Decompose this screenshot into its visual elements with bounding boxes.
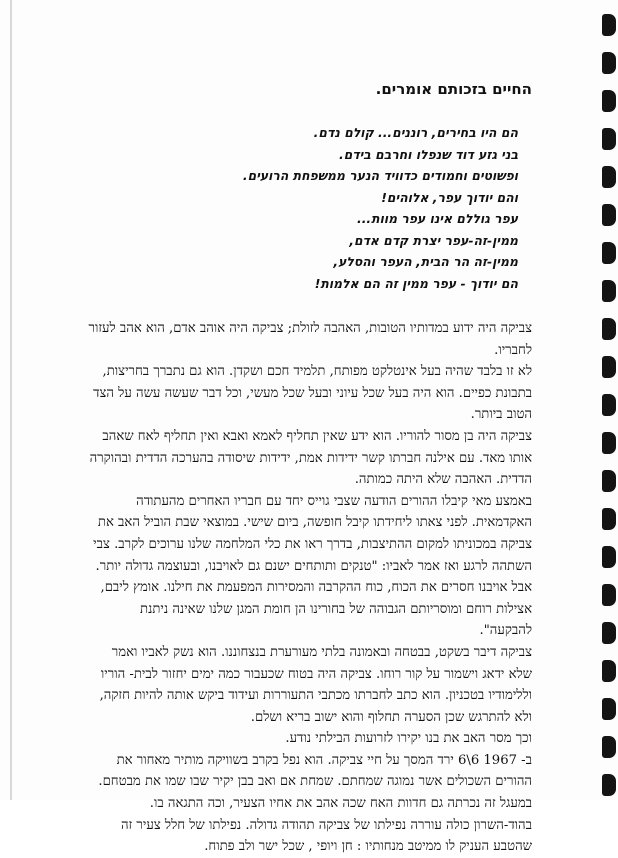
- binding-coil: [602, 356, 616, 378]
- binding-coil: [602, 166, 616, 188]
- paragraph: בהוד-השרון כולה עוררה נפילתו של צביקה תהודה גדולה. נפילתו של חלל צעיר זה שהטבע העניק לו ממיטב מנחותיו : חן ויופי , שכל ישר ולב פתוח.: [120, 817, 532, 855]
- binding-coil: [602, 52, 616, 74]
- binding-coil: [602, 546, 616, 568]
- binding-coil: [602, 774, 616, 796]
- poem-line: עפר גוללם אינו עפר מוות...: [357, 211, 518, 226]
- binding-coil: [602, 280, 616, 302]
- paragraph: צביקה היה ידוע במדותיו הטובות, האהבה לזולת; צביקה היה אוהב אדם, הוא אהב לעזור לחבריו.: [88, 321, 532, 358]
- binding-coil: [602, 204, 616, 226]
- binding-coil: [602, 622, 616, 644]
- body-text: [86, 318, 532, 858]
- paragraph: ב- 1967 6\6 ירד המסך על חיי צביקה. הוא נפל בקרב בשוויקה מותיר מאחור את ההורים השכולים אשר נמוגה שמחתם. שמחת אם ואב בבן יקיר שבו שמו את מבטחם. במעגל זה נכרתה גם חדוות האח שכה אהב את אחיו הצעיר, וכה התגאה בו.: [98, 752, 532, 812]
- binding-coil: [602, 698, 616, 720]
- binding-coil: [602, 318, 616, 340]
- poem: [86, 122, 532, 294]
- binding-coil: [602, 508, 616, 530]
- paragraph: באמצע מאי קיבלו ההורים הודעה שצבי גוייס יחד עם חבריו האחרים מהעתודה האקדמאית. לפני צאתו ליחידתו קיבל חופשה, ביום שישי. במוצאי שבת הוביל האב את צביקה במכוניתו למקום ההתיצבות, בדרך ראו את כלי המלחמה שלנו ערוכים לקרב. צבי השתהה לרגע ואז אמר לאביו: "טנקים ותותחים ישנם גם לאויבנו, ובעוצמה גדולה יותר. אבל אויבנו חסרים את הכוח, כוח ההקרבה והמסירות המפעמת את חילנו. אומץ ליבם, אצילות רוחם ומוסריותם הגבוהה של בחורינו הן חומת המגן שלנו שאינה ניתנת להבקעה".: [93, 493, 532, 639]
- poem-line: הם יודוך - עפר ממין זה הם אלמות!: [314, 275, 518, 291]
- binding-coil: [602, 432, 616, 454]
- poem-line: ממין-זה-עפר יצרת קדם אדם,: [349, 232, 518, 248]
- binding-coil: [602, 14, 616, 36]
- page-title: החיים בזכותם אומרים.: [375, 80, 532, 98]
- binding-coil: [602, 736, 616, 758]
- binding-coil: [602, 128, 616, 150]
- binding-coil: [602, 660, 616, 682]
- binding-coil: [602, 242, 616, 264]
- paragraph: צביקה דיבר בשקט, בבטחה ובאמונה בלתי מעורערת בנצחוננו. הוא נשק לאביו ואמר שלא ידאג וישמור על קור רוחו. צביקה היה בטוח שכעבור כמה ימים יחזור לבית- הוריו וללימודיו בטכניון. הוא כתב לחברתו מכתבי התעוררות ועידוד ביקש אותה להיות חזקה, ולא להתרגש שכן הסערה תחלוף והוא ישוב בריא ושלם.: [99, 644, 532, 725]
- binding-coil: [602, 584, 616, 606]
- paragraph: צביקה היה בן מסור להוריו. הוא ידע שאין תחליף לאמא ואבא ואין תחליף לאח שאהב אותו מאד. עם אילנה חברתו קשר ידידות אמת, ידידות שיסודה בהערכה הדדית ובהוקרה הדדית. האהבה שלא היתה כמותה.: [89, 428, 532, 488]
- poem-line: הם היו בחירים, רוננים... קולם נדם.: [313, 125, 518, 140]
- paragraph: וכך מסר האב את בנו יקירו לזרועות הבילתי נודע.: [285, 731, 532, 747]
- poem-line: בני גזע דוד שנפלו וחרבם בידם.: [339, 146, 518, 162]
- spiral-binding: [596, 0, 618, 800]
- paragraph: לא זו בלבד שהיה בעל אינטלקט מפותח, תלמיד חכם ושקדן. הוא גם נתברך בחריצות, בתבונת כפיים. הוא היה בעל שכל עיוני ובעל שכל מעשי, וכל דבר שעשה עשה על הצד הטוב ביותר.: [93, 364, 532, 423]
- binding-coil: [602, 90, 616, 112]
- binding-coil: [602, 394, 616, 416]
- poem-line: ופשוטים וחמודים כדוויד הנער ממשפחת הרועים.: [242, 168, 518, 183]
- binding-coil: [602, 470, 616, 492]
- poem-line: ממין-זה הר הבית, העפר והסלע,: [333, 254, 518, 269]
- page-left-edge: [10, 0, 12, 800]
- document-content: [86, 80, 532, 858]
- poem-line: והם יודוך עפר, אלוהים!: [381, 189, 518, 205]
